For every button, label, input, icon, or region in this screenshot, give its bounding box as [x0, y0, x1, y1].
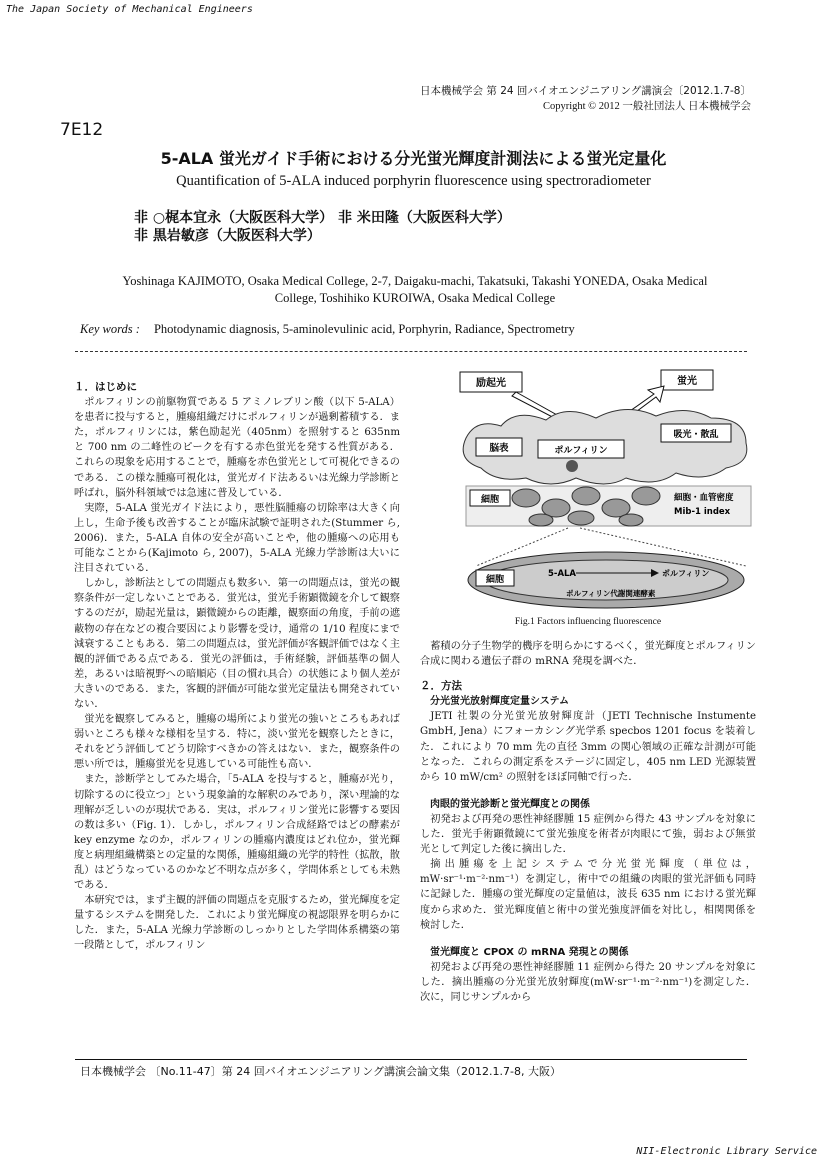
- sec1-para-2: 実際，5-ALA 蛍光ガイド法により，悪性脳腫瘍の切除率は大きく向上し，生命予後も改善することが臨床試験で証明された(Stummer ら, 2006)．また，5-ALA 自体の安全が高いことや，他の腫瘍への応用も可能なことから(Kajimoto ら, 2007)，5-ALA 光線力学診断は大いに注目されている．: [74, 502, 400, 575]
- section-2-heading: ２．方法: [420, 680, 462, 693]
- excitation-label: 励起光: [476, 378, 506, 389]
- sub1-text: JETI 社製の分光蛍光放射輝度計（JETI Technische Instumente GmbH, Jena）にフォーカシング光学系 specbos 1201 focus を装着した．これにより 70 mm 先の直径 3mm の関心領域の正確な計測が可能となった．これらの測定系をステージに固定し，405 nm LED 光源装置から 10 mW/cm² の照射をほぼ同軸で行った．: [420, 711, 756, 783]
- header-rule: [75, 351, 747, 352]
- porphyrin2-label: ポルフィリン: [662, 569, 710, 578]
- focus-point: [566, 460, 578, 472]
- cell2-label: 細胞: [485, 575, 505, 585]
- brain-label: 脳表: [489, 443, 509, 454]
- top-banner: The Japan Society of Mechanical Engineers: [6, 4, 253, 15]
- right-intro: 蓄積の分子生物学的機序を明らかにするべく，蛍光輝度とポルフィリン合成に関わる遺伝子群の mRNA 発現を調べた．: [420, 641, 756, 668]
- authors-jp-line1: 非 ○梶本宜永（大阪医科大学） 非 米田隆（大阪医科大学）: [134, 210, 511, 226]
- authors-en-line2: College, Toshihiko KUROIWA, Osaka Medical College: [274, 291, 556, 305]
- ala-label: 5-ALA: [548, 569, 577, 579]
- mib-label: Mib-1 index: [674, 507, 731, 517]
- keywords-list: Photodynamic diagnosis, 5-aminolevulinic acid, Porphyrin, Radiance, Spectrometry: [153, 322, 575, 336]
- authors-en-line1: Yoshinaga KAJIMOTO, Osaka Medical College, 2-7, Daigaku-machi, Takatsuki, Takashi YONEDA, Osaka Medical: [122, 274, 708, 288]
- authors-english: [80, 273, 750, 307]
- sub2-para-1: 初発および再発の悪性神経膠腫 15 症例から得た 43 サンプルを対象にした．蛍光手術顕微鏡にて蛍光強度を術者が肉眼にて強，弱および無蛍光として判定した後に摘出した．: [420, 813, 756, 856]
- left-column: [74, 380, 400, 954]
- sub3-text: 初発および再発の悪性神経膠腫 11 症例から得た 20 サンプルを対象にした．摘出腫瘍の分光蛍光放射輝度(mW·sr⁻¹·m⁻²·nm⁻¹)を測定した．次に，同じサンプルから: [420, 961, 756, 1003]
- cells-label: 細胞: [480, 495, 500, 505]
- keywords: [80, 322, 575, 337]
- section-1-heading: １．はじめに: [74, 381, 137, 393]
- enzyme-label: ポルフィリン代謝関連酵素: [566, 589, 656, 598]
- figure-caption: Fig.1 Factors influencing fluorescence: [514, 617, 662, 627]
- copyright-line: Copyright © 2012 一般社団法人 日本機械学会: [542, 101, 751, 112]
- paper-code: 7E12: [60, 120, 104, 140]
- bottom-banner: NII-Electronic Library Service: [636, 1146, 817, 1157]
- absorb-label: 吸光・散乱: [673, 430, 719, 440]
- porphyrin-label: ポルフィリン: [554, 446, 608, 456]
- conference-header: [420, 84, 751, 114]
- sec1-para-6: 本研究では，まず主観的評価の問題点を克服するため，蛍光輝度を定量するシステムを開発した．これにより蛍光輝度の視認限界を明らかにした．また，5-ALA 光線力学診断のしっかりとした学問体系構築の第一段階として，ポルフィリン: [74, 895, 400, 952]
- sec1-para-5: また，診断学としてみた場合，「5-ALA を投与すると，腫瘍が光り，切除するのに役立つ」という現象論的な解釈のみであり，深い理論的な理解が乏しいのが現状である．実は，ポルフィリン蛍光に影響する要因の数は多い（Fig. 1）．しかし，ポルフィリン合成経路ではどの酵素が key enzyme なのか，ポルフィリンの腫瘍内濃度はどれ位か，蛍光輝度と病理組織構築との定量的な関係，腫瘍組織の光学的特性（拡散，散乱）はどうなっているのかなど不明な点が多く，学問体系としても未熟である．: [74, 774, 400, 892]
- subsection-2-heading: 肉眼的蛍光診断と蛍光輝度との関係: [430, 798, 590, 810]
- cell-density-label: 細胞・血管密度: [674, 493, 734, 503]
- sec1-para-4: 蛍光を観察してみると，腫瘍の場所により蛍光の強いところもあれば弱いところも様々な様相を呈する．特に，淡い蛍光を観察したときに，それをどう評価してどう切除すべきかの答えはない．また，観察条件の悪い所では，腫瘍蛍光を見逃している可能性も高い．: [74, 714, 400, 771]
- sec1-para-3: しかし，診断法としての問題点も数多い．第一の問題点は，蛍光の観察条件が一定しないことである．蛍光は，蛍光手術顕微鏡を介して観察するのだが，励起光量は，顕微鏡からの距離，観察面の角度，手前の遮蔽物の存在などの複合要因により影響を受け，通常の 1/10 程度にまで減衰することもある．第二の問題点は，蛍光評価が客観評価ではなく主観的評価である点である．蛍光の評価は，手術経験，評価基準の個人差，あるいは暗視野への暗順応（目の慣れ具合）の状態により個人差が大きいのである．また，客観的評価が可能な蛍光定量法も開発されていない．: [74, 578, 400, 710]
- sub2-para-2: 摘出腫瘍を上記システムで分光蛍光輝度（単位は，mW·sr⁻¹·m⁻²·nm⁻¹）を測定し，術中での組織の肉眼的蛍光評価も同時に記録した．腫瘍の蛍光輝度の定量値は，波長 635 nm における蛍光輝度から求めた．蛍光輝度値と術中の蛍光強度評価を対比し，相関関係を検討した．: [420, 859, 756, 931]
- authors-jp-line2: 非 黒岩敏彦（大阪医科大学）: [134, 228, 321, 244]
- title-japanese: 5-ALA 蛍光ガイド手術における分光蛍光輝度計測法による蛍光定量化: [160, 149, 667, 168]
- title-english: Quantification of 5-ALA induced porphyrin fluorescence using spectroradiometer: [176, 173, 651, 189]
- conference-header-line1: 日本機械学会 第 24 回バイオエンジニアリング講演会〔2012.1.7-8〕: [420, 85, 751, 97]
- figure-1: [456, 368, 756, 613]
- subsection-1-heading: 分光蛍光放射輝度定量システム: [430, 696, 569, 708]
- footer-rule: [75, 1059, 747, 1060]
- right-column: [420, 639, 756, 1005]
- footer: 日本機械学会 〔No.11-47〕第 24 回バイオエンジニアリング講演会論文集（2012.1.7-8, 大阪）: [80, 1065, 561, 1078]
- subsection-3-heading: 蛍光輝度と CPOX の mRNA 発現との関係: [430, 946, 629, 958]
- keywords-label: Key words :: [80, 322, 140, 336]
- sec1-para-1: ポルフィリンの前駆物質である 5 アミノレブリン酸（以下 5-ALA）を患者に投与すると，腫瘍組織だけにポルフィリンが過剰蓄積する．また，ポルフィリンには，紫色励起光（405nm）を照射すると 635nm と 700 nm の二峰性のピークを有する赤色蛍光を発する性質がある．これらの現象を応用することで，腫瘍を赤色蛍光として可視化できるのである．この様な腫瘍可視化は，蛍光ガイド法あるいは光線力学診断と呼ばれ，脳外科領域では急速に普及している．: [74, 397, 400, 499]
- fluorescence-label: 蛍光: [677, 376, 697, 387]
